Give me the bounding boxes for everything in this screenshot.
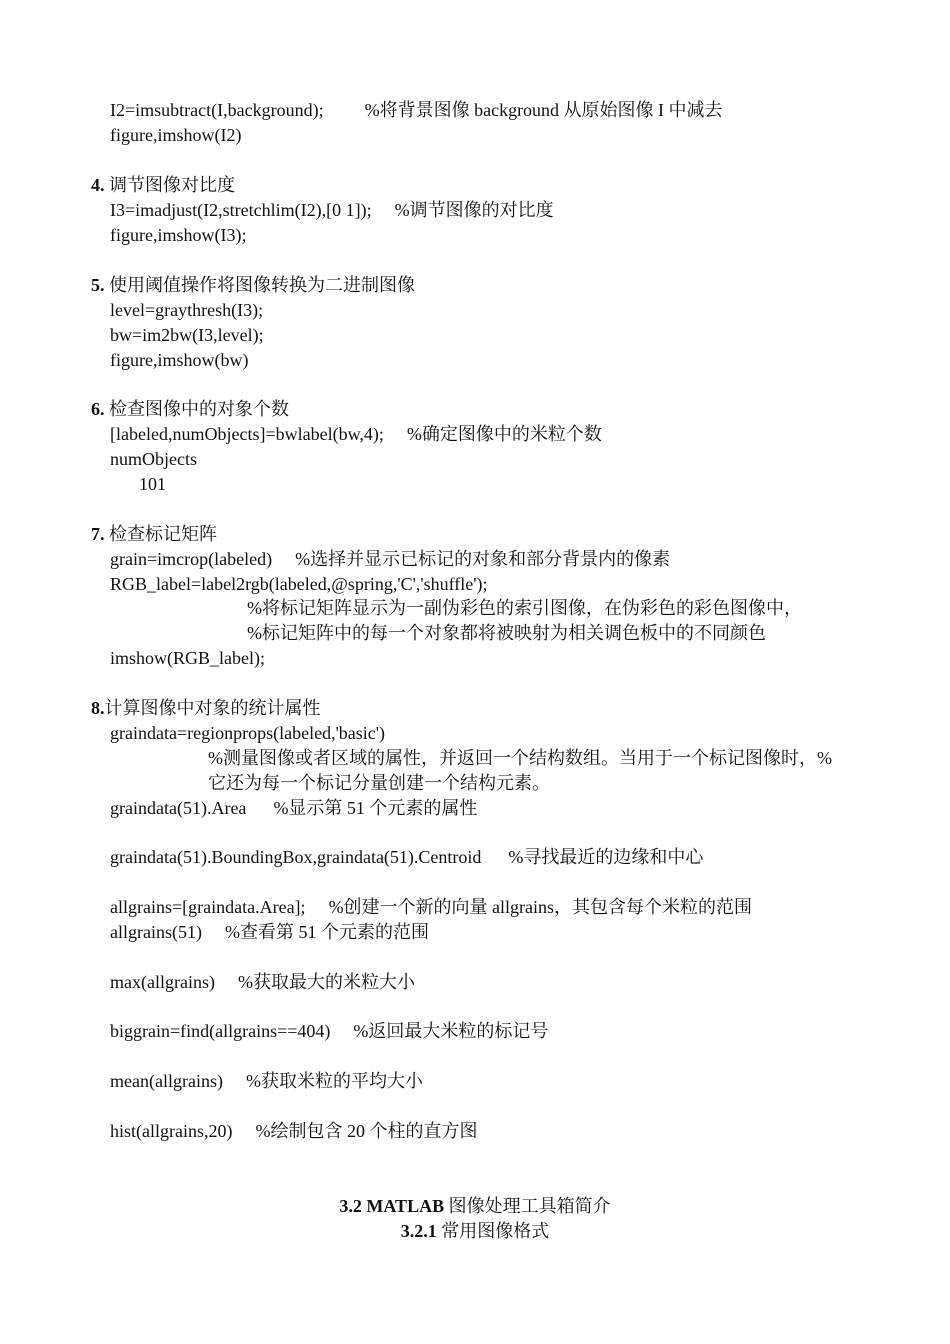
code-text: biggrain=find(allgrains==404)	[110, 1021, 331, 1041]
chapter-title-bold: MATLAB	[366, 1196, 445, 1216]
code-text: I3=imadjust(I2,stretchlim(I2),[0 1]);	[110, 200, 372, 220]
code-line	[110, 896, 752, 918]
section-number: 4.	[91, 175, 105, 195]
section-title: 使用阈值操作将图像转换为二进制图像	[109, 275, 415, 295]
code-line	[110, 573, 487, 595]
code-text: I2=imsubtract(I,background);	[110, 100, 324, 120]
subsection-title-text: 常用图像格式	[441, 1221, 550, 1241]
code-text: graindata(51).Area	[110, 798, 247, 818]
output-text: 101	[139, 474, 166, 494]
code-comment-line	[247, 597, 802, 619]
code-text: graindata(51).BoundingBox,graindata(51).Centroid	[110, 847, 482, 867]
code-comment: %寻找最近的边缘和中心	[508, 847, 704, 867]
code-line	[110, 647, 265, 669]
code-text: [labeled,numObjects]=bwlabel(bw,4);	[110, 424, 384, 444]
code-comment: %调节图像的对比度	[394, 200, 554, 220]
code-comment: %选择并显示已标记的对象和部分背景内的像素	[295, 549, 671, 569]
section-number: 8.	[91, 698, 105, 718]
code-text: hist(allgrains,20)	[110, 1121, 233, 1141]
code-comment-line	[208, 772, 550, 794]
code-comment: %获取最大的米粒大小	[237, 972, 415, 992]
code-text: graindata=regionprops(labeled,'basic')	[110, 723, 386, 743]
code-text: level=graythresh(I3);	[110, 300, 264, 320]
section-heading	[91, 398, 289, 420]
chapter-title	[0, 1194, 950, 1218]
code-line	[110, 199, 554, 221]
code-comment: %创建一个新的向量 allgrains，其包含每个米粒的范围	[328, 897, 753, 917]
code-text: imshow(RGB_label);	[110, 648, 265, 668]
section-heading	[91, 274, 415, 296]
code-text: grain=imcrop(labeled)	[110, 549, 273, 569]
code-line	[110, 423, 602, 445]
code-comment: %显示第 51 个元素的属性	[273, 798, 478, 818]
code-line	[110, 324, 264, 346]
code-line	[110, 124, 241, 146]
code-text: RGB_label=label2rgb(labeled,@spring,'C','shuffle');	[110, 574, 488, 594]
code-comment: %确定图像中的米粒个数	[406, 424, 602, 444]
code-text: allgrains(51)	[110, 922, 202, 942]
code-text: bw=im2bw(I3,level);	[110, 325, 264, 345]
code-line	[110, 224, 246, 246]
section-title: 检查图像中的对象个数	[109, 399, 289, 419]
code-line	[110, 299, 263, 321]
code-comment: %查看第 51 个元素的范围	[224, 922, 429, 942]
section-heading	[91, 523, 217, 545]
code-line	[110, 1070, 423, 1092]
code-comment-line	[208, 747, 832, 769]
code-text: allgrains=[graindata.Area];	[110, 897, 306, 917]
section-title: 调节图像对比度	[109, 175, 235, 195]
code-line	[110, 99, 723, 121]
section-title: 计算图像中对象的统计属性	[104, 698, 321, 718]
code-line	[110, 349, 248, 371]
subsection-number: 3.2.1	[400, 1221, 437, 1241]
chapter-title-text: 图像处理工具箱简介	[448, 1196, 611, 1216]
code-comment: %返回最大米粒的标记号	[353, 1021, 549, 1041]
code-text: figure,imshow(I2)	[110, 125, 242, 145]
code-comment: %标记矩阵中的每一个对象都将被映射为相关调色板中的不同颜色	[247, 623, 766, 643]
section-title: 检查标记矩阵	[109, 524, 217, 544]
output-value	[139, 473, 166, 495]
code-line	[110, 797, 477, 819]
code-comment-line	[247, 622, 766, 644]
section-number: 7.	[91, 524, 105, 544]
code-text: max(allgrains)	[110, 972, 215, 992]
code-line	[110, 722, 385, 744]
code-text: figure,imshow(bw)	[110, 350, 249, 370]
code-line	[110, 448, 197, 470]
section-heading	[91, 697, 321, 719]
code-comment: %获取米粒的平均大小	[245, 1071, 423, 1091]
code-text: figure,imshow(I3);	[110, 225, 247, 245]
subsection-title	[0, 1219, 950, 1243]
code-line	[110, 1120, 477, 1142]
code-text: numObjects	[110, 449, 197, 469]
section-number: 6.	[91, 399, 105, 419]
code-line	[110, 548, 670, 570]
code-line	[110, 921, 429, 943]
code-comment: %将标记矩阵显示为一副伪彩色的索引图像，在伪彩色的彩色图像中，	[247, 598, 802, 618]
section-number: 5.	[91, 275, 105, 295]
code-line	[110, 846, 703, 868]
code-comment: %绘制包含 20 个柱的直方图	[255, 1121, 478, 1141]
chapter-number: 3.2	[339, 1196, 362, 1216]
code-line	[110, 971, 415, 993]
code-comment: 它还为每一个标记分量创建一个结构元素。	[208, 773, 550, 793]
section-heading	[91, 174, 235, 196]
code-text: mean(allgrains)	[110, 1071, 223, 1091]
code-line	[110, 1020, 548, 1042]
code-comment: %将背景图像 background 从原始图像 I 中减去	[364, 100, 723, 120]
code-comment: %测量图像或者区域的属性，并返回一个结构数组。当用于一个标记图像时，%	[208, 748, 832, 768]
